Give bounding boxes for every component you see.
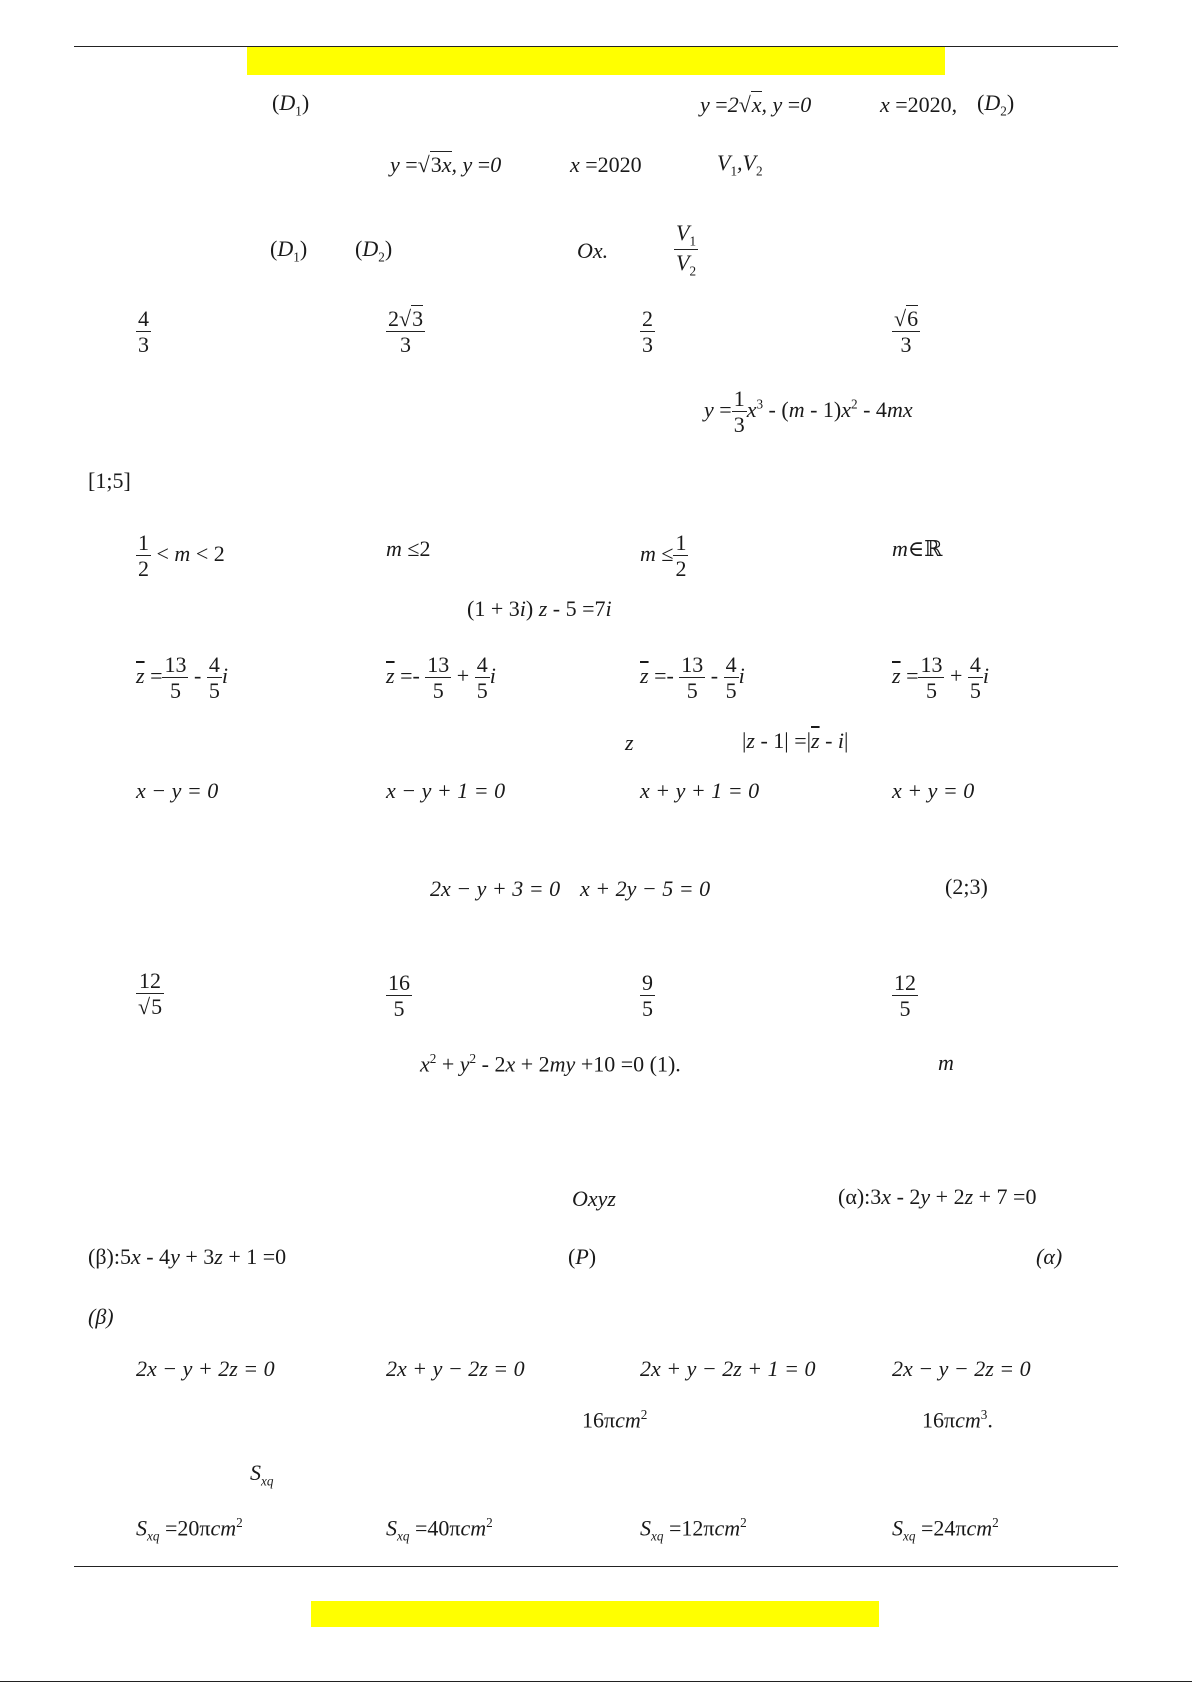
q4-option-b: x − y + 1 = 0 [386,778,506,803]
q1-d2: $(D_2)$ [977,90,1015,119]
q1-option-b: $\frac{2√3}{3}$ [388,306,424,358]
q5-option-a: $\frac{12}{√5}$ [138,968,163,1020]
q1-x1: x =2020, [880,92,958,117]
q1-axis: Ox. [577,238,609,263]
q3-option-a: $\overline{z}$ = $\frac{13}{5}$ - $\frac{4}{5}$ i [136,652,228,704]
footer-highlight [311,1601,879,1627]
q5-option-b: $\frac{16}{5}$ [388,970,410,1022]
q1-x2: x =2020 [570,152,642,177]
q1-vols: $V_1,V_2$ [717,150,763,179]
q4-option-c: x + y + 1 = 0 [640,778,760,803]
q2-option-a: $\frac{1}{2}$ < m < 2 [138,530,225,582]
q2-interval: [1;5] [88,468,131,493]
q3-option-d: $\overline{z}$ = $\frac{13}{5}$ + $\frac{4}{5}$ i [892,652,990,704]
q7-alpha: (α):3x - 2y + 2z + 7 =0 [838,1184,1037,1209]
q7-beta: (β):5x - 4y + 3z + 1 =0 [88,1244,287,1269]
q5-point: (2;3) [945,874,988,899]
q5-line1: 2x − y + 3 = 0 [430,876,561,901]
q2-option-c: m ≤ $\frac{1}{2}$ [640,530,687,582]
q1-curve2: y =√3x, y =0 [390,152,502,177]
q7-option-a: 2x − y + 2z = 0 [136,1356,275,1381]
q6-equation: $x^2 + y^2 - 2x + 2my +10 =0$ (1). [420,1051,681,1077]
q7-option-b: 2x + y − 2z = 0 [386,1356,525,1381]
q5-option-d: $\frac{12}{5}$ [894,970,916,1022]
q1-d1: $(D_1)$ [272,90,310,119]
q8-volume: 16πcm$^3$. [922,1407,993,1433]
q6-param: m [938,1050,954,1075]
q5-line2: x + 2y − 5 = 0 [580,876,711,901]
q2-func: y = $\frac{1}{3}$ $x^3 - (m - 1)x^2 - 4mx$ [704,386,913,438]
q8-option-a: $S_{xq} =20\pi cm^2$ [136,1515,243,1544]
q1-curve1: y =2√x, y =0 [700,92,812,117]
q1-d2b: $(D_2)$ [355,236,393,265]
q5-option-c: $\frac{9}{5}$ [642,970,653,1022]
q1-d1b: $(D_1)$ [270,236,308,265]
q4-option-d: x + y = 0 [892,778,975,803]
q8-area: 16πcm$^2$ [582,1407,648,1433]
header-highlight [247,47,945,75]
q7-beta2: (β) [88,1304,114,1329]
q4-option-a: x − y = 0 [136,778,219,803]
q8-option-b: $S_{xq} =40\pi cm^2$ [386,1515,493,1544]
q7-system: Oxyz [572,1186,616,1211]
q7-option-c: 2x + y − 2z + 1 = 0 [640,1356,816,1381]
q1-option-c: $\frac{2}{3}$ [642,306,653,358]
q7-alpha2: (α) [1036,1244,1063,1269]
q1-option-d: $\frac{√6}{3}$ [894,306,919,358]
q8-option-c: $S_{xq} =12\pi cm^2$ [640,1515,747,1544]
q1-option-a: $\frac{4}{3}$ [138,306,149,358]
footer-rule [74,1566,1118,1567]
q7-option-d: 2x − y − 2z = 0 [892,1356,1031,1381]
q2-option-b: m ≤2 [386,536,431,561]
q3-option-b: $\overline{z}$ =- $\frac{13}{5}$ + $\frac{4}{5}$ i [386,652,496,704]
q8-option-d: $S_{xq} =24\pi cm^2$ [892,1515,999,1544]
q2-option-d: m∈ℝ [892,536,943,561]
q3-equation: (1 + 3i) z - 5 =7i [467,596,612,621]
q4-var: z [625,730,634,755]
q7-plane: (P) [568,1244,597,1269]
q1-ratio: $\frac{V_1}{V_2}$ [676,220,697,278]
q3-option-c: $\overline{z}$ =- $\frac{13}{5}$ - $\frac{4}{5}$ i [640,652,745,704]
page-bottom-edge [0,1681,1192,1682]
q4-condition: $|z - 1| =|\overline{z} - i|$ [742,728,849,753]
q8-sxq: $S_{xq}$ [250,1460,274,1489]
